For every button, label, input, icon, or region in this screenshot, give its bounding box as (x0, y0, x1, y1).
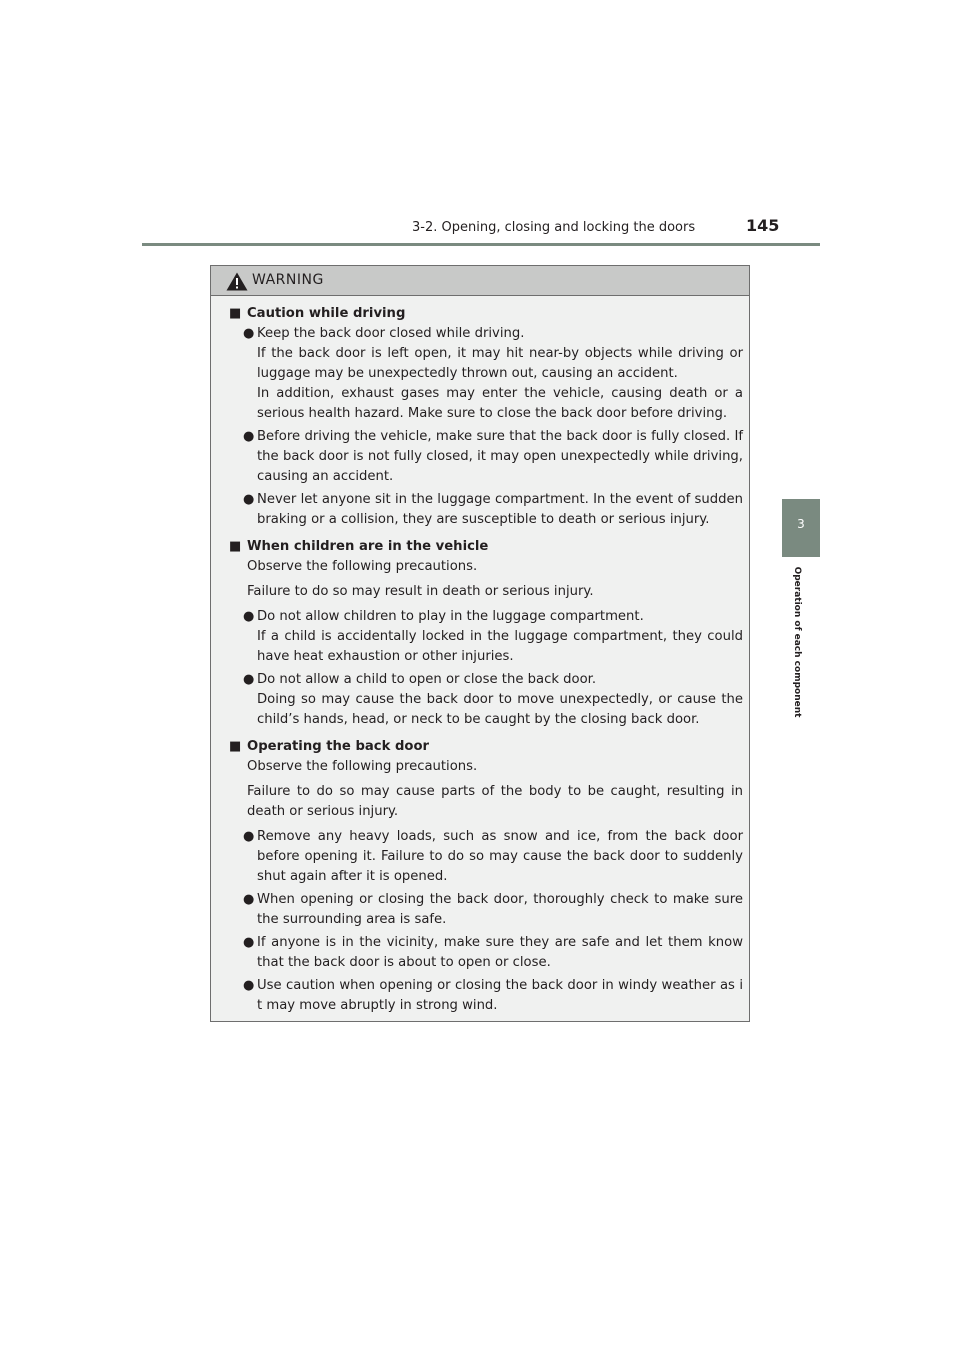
square-bullet-icon: ■ (229, 539, 242, 554)
bullet-content (257, 827, 743, 887)
warning-section (229, 537, 743, 730)
section-paragraph: Failure to do so may result in death or serious injury. (247, 584, 594, 599)
bullet-text: Do not allow a child to open or close the back door. (257, 672, 597, 687)
section-title (229, 304, 743, 324)
warning-section (229, 304, 743, 530)
bullet-item (243, 933, 743, 973)
bullet-dot-icon: ● (243, 672, 255, 687)
section-title (229, 737, 743, 757)
square-bullet-icon: ■ (229, 306, 242, 321)
bullet-dot-icon: ● (243, 326, 255, 341)
section-title-text: Operating the back door (247, 739, 430, 754)
section-title (229, 537, 743, 557)
bullet-text: If a child is accidentally locked in the luggage compartment, they could have heat exhaustion or other injuries. (257, 629, 743, 664)
bullet-dot-icon: ● (243, 978, 255, 993)
section-title-text: When children are in the vehicle (247, 539, 489, 554)
bullet-content (257, 490, 743, 530)
bullet-content (257, 976, 743, 1016)
bullet-dot-icon: ● (243, 935, 255, 950)
warning-section (229, 737, 743, 1016)
bullet-text: Do not allow children to play in the luggage compartment. (257, 609, 644, 624)
section-paragraph: Observe the following precautions. (247, 759, 478, 774)
bullet-text: Keep the back door closed while driving. (257, 326, 525, 341)
chapter-label (777, 567, 817, 717)
bullet-dot-icon: ● (243, 429, 255, 444)
bullet-item (243, 490, 743, 530)
bullet-content (257, 890, 743, 930)
section-title-text: Caution while driving (247, 306, 406, 321)
bullet-item (243, 607, 743, 667)
bullet-content (257, 670, 743, 730)
warning-triangle-icon (226, 272, 248, 291)
header-divider (142, 243, 820, 246)
section-paragraph: Observe the following precautions. (247, 559, 478, 574)
bullet-item (243, 324, 743, 424)
bullet-text: Never let anyone sit in the luggage compartment. In the event of sudden braking or a collision, they are susceptible to death or serious injury. (257, 492, 743, 527)
bullet-item (243, 890, 743, 930)
bullet-text: If the back door is left open, it may hit near-by objects while driving or luggage may be unexpectedly thrown out, causing an accident. (257, 346, 743, 381)
square-bullet-icon: ■ (229, 739, 242, 754)
bullet-dot-icon: ● (243, 892, 255, 907)
bullet-item (243, 976, 743, 1016)
bullet-text: In addition, exhaust gases may enter the vehicle, causing death or a serious health hazard. Make sure to close the back door before driving. (257, 386, 743, 421)
bullet-dot-icon: ● (243, 492, 255, 507)
bullet-dot-icon: ● (243, 829, 255, 844)
bullet-item (243, 427, 743, 487)
bullet-content (257, 607, 743, 667)
chapter-number: 3 (797, 517, 805, 531)
bullet-text: Remove any heavy loads, such as snow and ice, from the back door before opening it. Failure to do so may cause the back door to suddenly shut again after it is opened. (257, 829, 743, 884)
bullet-dot-icon: ● (243, 609, 255, 624)
bullet-text: Doing so may cause the back door to move unexpectedly, or cause the child’s hands, head, or neck to be caught by the closing back door. (257, 692, 743, 727)
warning-box (210, 265, 750, 1022)
chapter-tab[interactable] (782, 499, 820, 557)
bullet-text: When opening or closing the back door, thoroughly check to make sure the surrounding area is safe. (257, 892, 743, 927)
section-header: 3-2. Opening, closing and locking the doors (412, 220, 696, 235)
bullet-item (243, 827, 743, 887)
bullet-content (257, 324, 743, 424)
warning-title: WARNING (252, 272, 324, 288)
bullet-text: Use caution when opening or closing the back door in windy weather as i t may move abruptly in strong wind. (257, 978, 743, 1013)
warning-body (211, 296, 749, 1016)
bullet-content (257, 933, 743, 973)
section-paragraph: Failure to do so may cause parts of the body to be caught, resulting in death or serious injury. (247, 784, 743, 819)
bullet-text: Before driving the vehicle, make sure that the back door is fully closed. If the back door is not fully closed, it may open unexpectedly while driving, causing an accident. (257, 429, 743, 484)
page-number: 145 (746, 216, 780, 235)
chapter-label-text: Operation of each component (792, 566, 802, 718)
warning-header (211, 266, 749, 296)
bullet-item (243, 670, 743, 730)
bullet-text: If anyone is in the vicinity, make sure they are safe and let them know that the back door is about to open or close. (257, 935, 743, 970)
bullet-content (257, 427, 743, 487)
